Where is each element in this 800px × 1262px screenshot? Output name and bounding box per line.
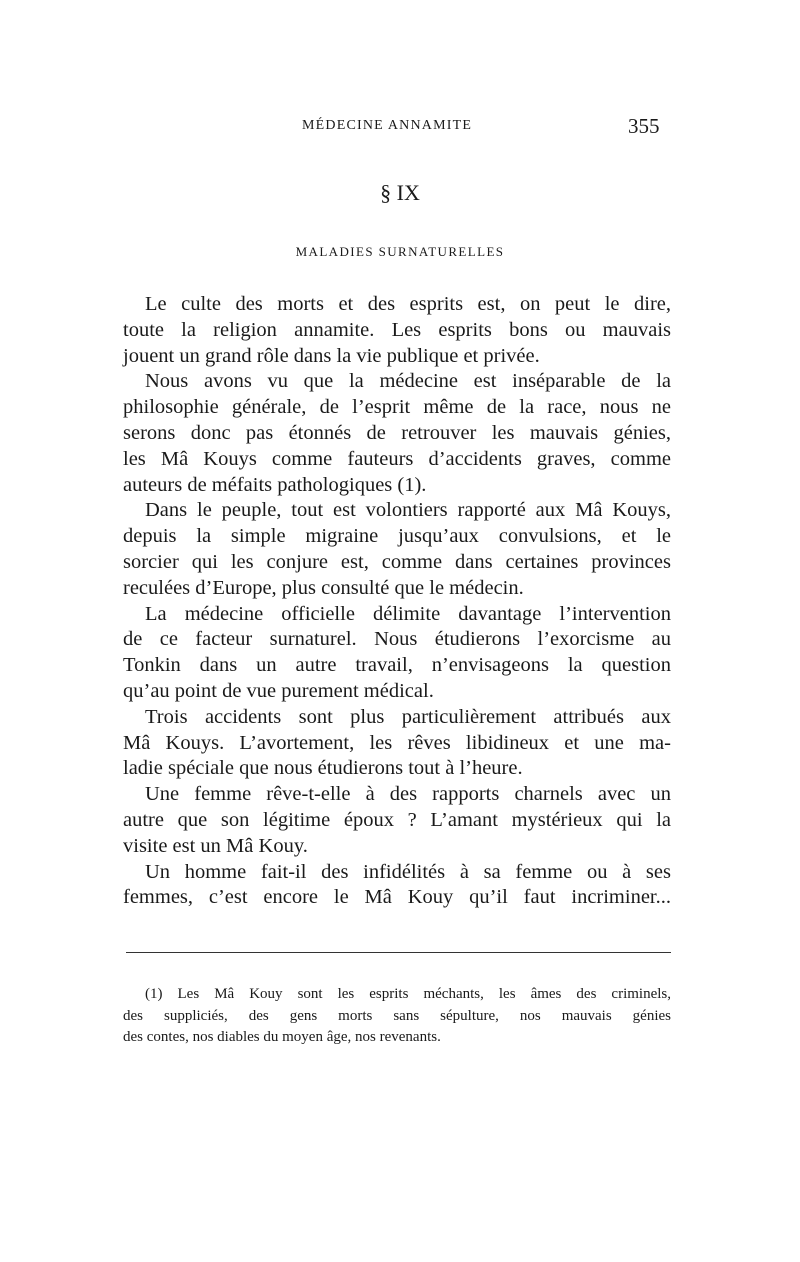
page-number: 355	[628, 114, 660, 138]
text-line: Trois accidents sont plus particulièrement attribués aux	[145, 705, 671, 728]
text-line: qu’au point de vue purement médical.	[123, 679, 434, 702]
text-line: de ce facteur surnaturel. Nous étudierons l’exorcisme au	[123, 628, 671, 651]
text-line: reculées d’Europe, plus consulté que le médecin.	[123, 576, 524, 599]
text-line: Nous avons vu que la médecine est inséparable de la	[145, 370, 671, 393]
text-line: jouent un grand rôle dans la vie publique et privée.	[123, 344, 540, 367]
paragraph	[123, 369, 671, 498]
running-header	[0, 114, 800, 140]
text-line: depuis la simple migraine jusqu’aux convulsions, et le	[123, 525, 671, 548]
section-number: § IX	[380, 180, 420, 205]
paragraph	[123, 498, 671, 601]
text-line: ladie spéciale que nous étudierons tout à l’heure.	[123, 757, 523, 780]
body-text	[123, 292, 671, 911]
section-title: MALADIES SURNATURELLES	[295, 244, 505, 259]
text-line: sorcier qui les conjure est, comme dans certaines provinces	[123, 550, 671, 573]
paragraph	[123, 292, 671, 369]
footnote	[123, 984, 671, 1049]
text-line: femmes, c’est encore le Mâ Kouy qu’il faut incriminer...	[123, 886, 671, 909]
text-line: serons donc pas étonnés de retrouver les mauvais génies,	[123, 421, 671, 444]
running-title: MÉDECINE ANNAMITE	[302, 118, 473, 133]
paragraph	[123, 602, 671, 705]
footnote-line: des contes, nos diables du moyen âge, nos revenants.	[123, 1029, 441, 1045]
paragraph	[123, 860, 671, 912]
text-line: les Mâ Kouys comme fauteurs d’accidents graves, comme	[123, 447, 671, 470]
text-line: toute la religion annamite. Les esprits bons ou mauvais	[123, 318, 671, 341]
text-line: auteurs de méfaits pathologiques (1).	[123, 473, 427, 496]
text-line: philosophie générale, de l’esprit même de la race, nous ne	[123, 396, 671, 419]
paragraph	[123, 782, 671, 859]
text-line: Une femme rêve-t-elle à des rapports charnels avec un	[145, 783, 671, 806]
text-line: Tonkin dans un autre travail, n’envisageons la question	[123, 654, 671, 677]
text-line: Mâ Kouys. L’avortement, les rêves libidineux et une ma-	[123, 731, 671, 754]
text-line: La médecine officielle délimite davantage l’intervention	[145, 602, 671, 625]
text-line: visite est un Mâ Kouy.	[123, 834, 308, 857]
footnote-line: (1) Les Mâ Kouy sont les esprits méchants, les âmes des criminels,	[145, 986, 671, 1002]
text-line: autre que son légitime époux ? L’amant mystérieux qui la	[123, 808, 671, 831]
text-line: Dans le peuple, tout est volontiers rapporté aux Mâ Kouys,	[145, 499, 671, 522]
text-line: Le culte des morts et des esprits est, on peut le dire,	[145, 293, 671, 315]
paragraph	[123, 705, 671, 782]
footnote-divider	[126, 952, 671, 953]
text-line: Un homme fait-il des infidélités à sa femme ou à ses	[145, 860, 671, 883]
footnote-line: des suppliciés, des gens morts sans sépulture, nos mauvais génies	[123, 1007, 671, 1024]
